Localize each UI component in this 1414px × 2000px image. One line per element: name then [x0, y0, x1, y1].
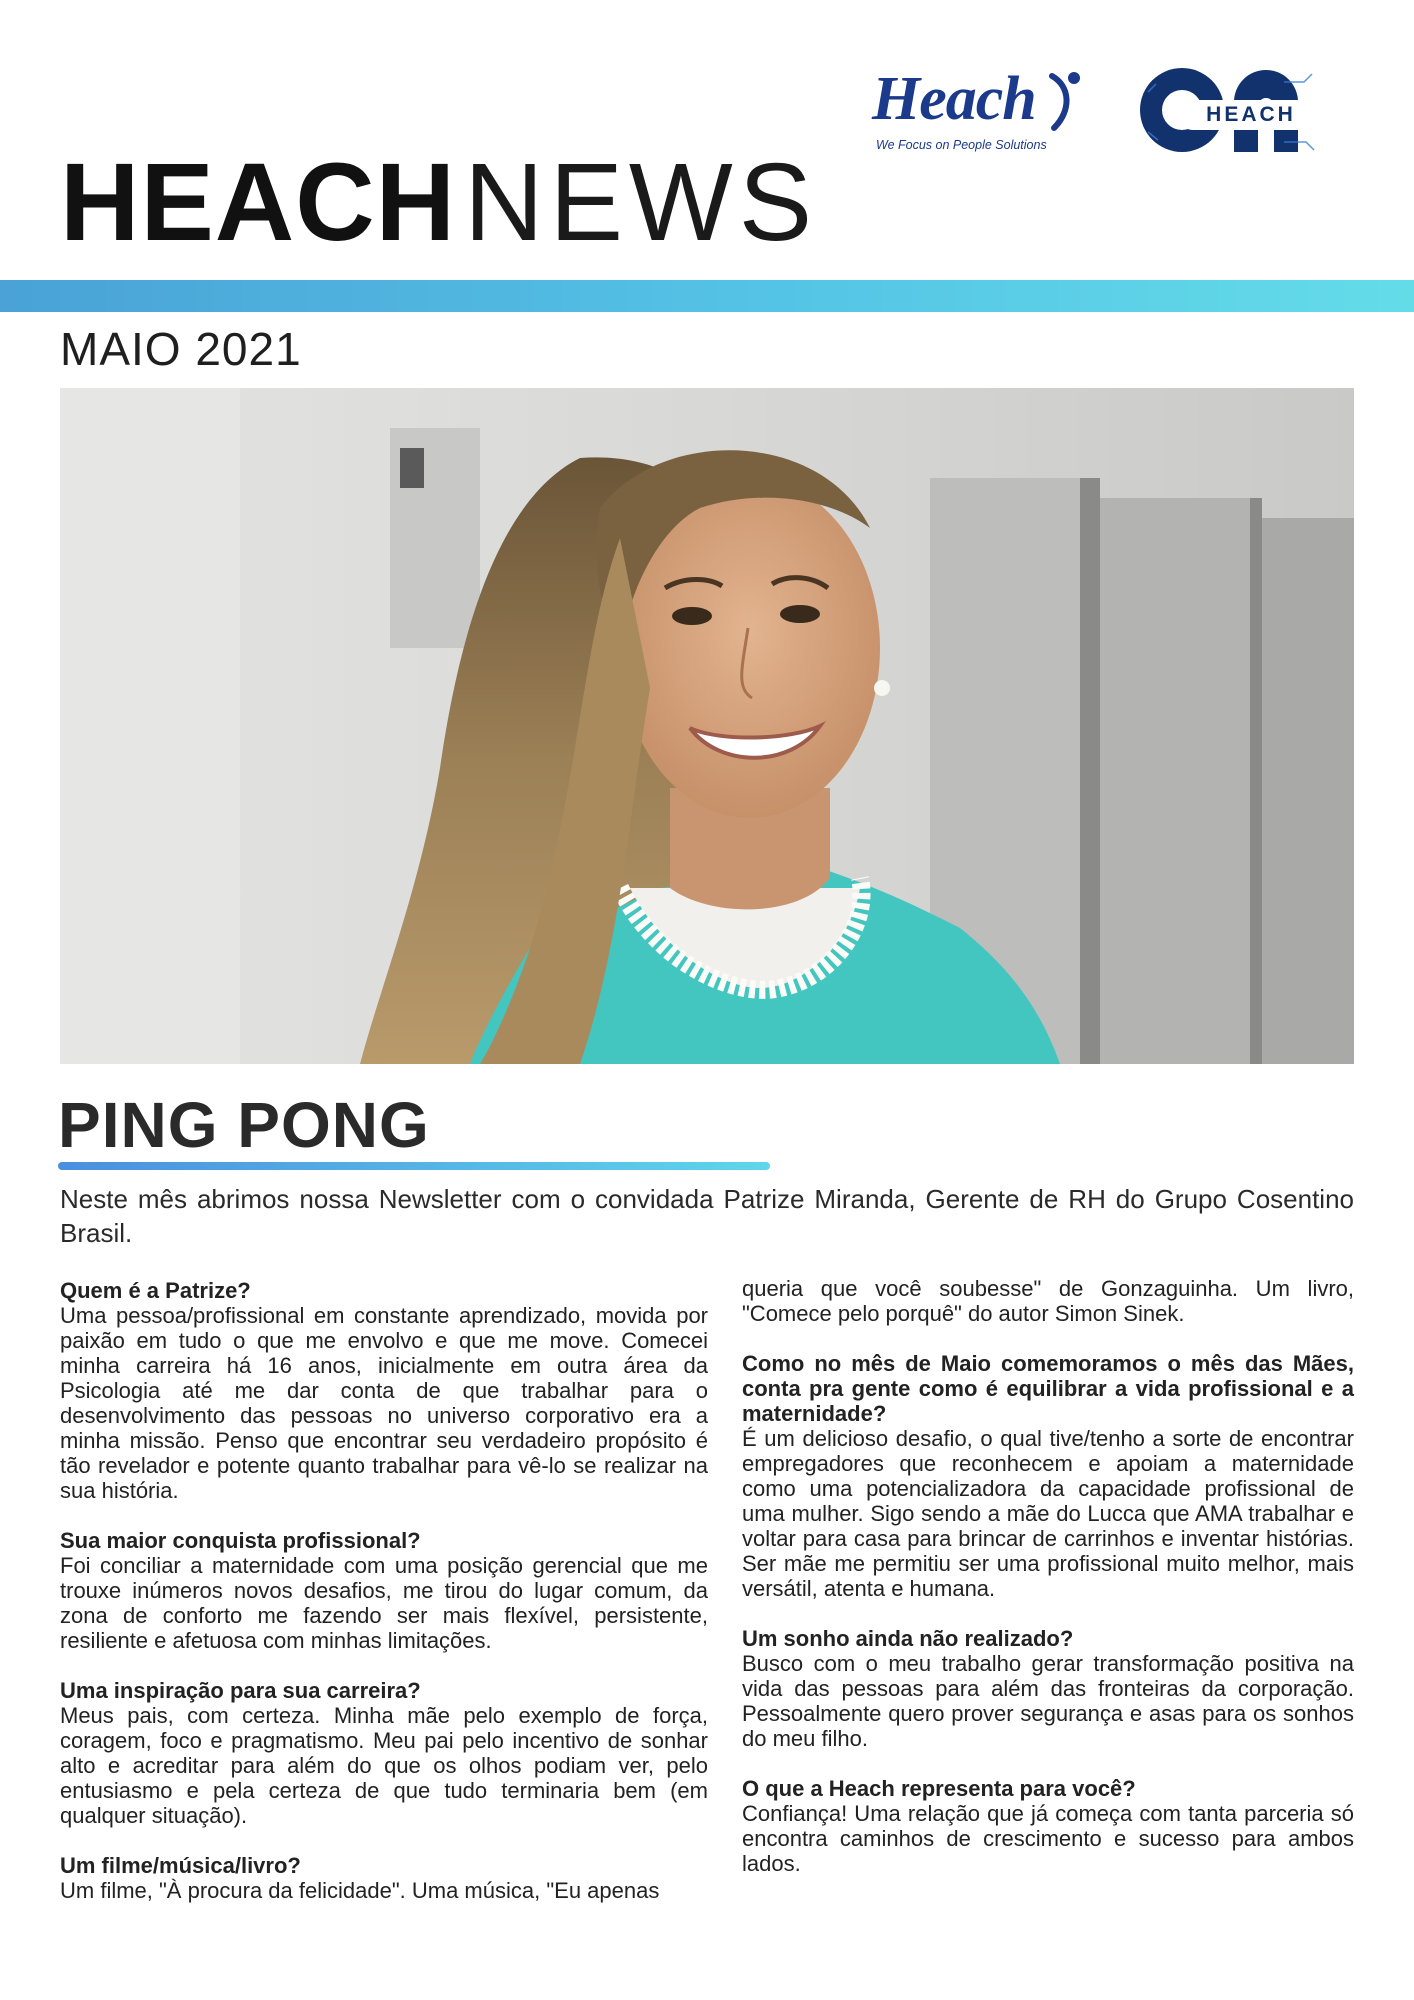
qa-item — [742, 1776, 1354, 1876]
section-intro: Neste mês abrimos nossa Newsletter com o convidada Patrize Miranda, Gerente de RH do Grupo Cosentino Brasil. — [60, 1184, 1354, 1248]
question: Quem é a Patrize? — [60, 1278, 251, 1303]
question: O que a Heach representa para você? — [742, 1776, 1136, 1801]
qa-item — [60, 1278, 708, 1503]
header-gradient-band — [0, 280, 1414, 312]
question: Um filme/música/livro? — [60, 1853, 301, 1878]
on-heach-badge: HEACH — [1178, 100, 1324, 130]
qa-item — [60, 1678, 708, 1828]
interview-right-column — [742, 1276, 1354, 1901]
portrait-photo — [60, 388, 1354, 1064]
answer: Uma pessoa/profissional em constante aprendizado, movida por paixão em tudo o que me envolvo e que me move. Comecei minha carreira há 16 anos, inicialmente em outra área da Psicologia até me dar conta de que trabalhar para o desenvolvimento das pessoas no universo corporativo era a minha missão. Penso que encontrar seu verdadeiro propósito é tão revelador e potente quanto trabalhar para vê-lo se realizar na sua história. — [60, 1303, 708, 1503]
newsletter-masthead — [60, 141, 819, 264]
answer: Um filme, "À procura da felicidade". Uma música, "Eu apenas — [60, 1878, 660, 1903]
answer: Busco com o meu trabalho gerar transformação positiva na vida das pessoas para além das fronteiras da corporação. Pessoalmente quero prover segurança e asas para os sonhos do meu filho. — [742, 1651, 1354, 1751]
interview-left-column — [60, 1278, 708, 1928]
header-logos — [872, 62, 1344, 162]
answer: Confiança! Uma relação que já começa com tanta parceria só encontra caminhos de crescimento e sucesso para ambos lados. — [742, 1801, 1354, 1876]
issue-date: MAIO 2021 — [60, 323, 302, 375]
heach-swoosh-icon — [1048, 70, 1082, 132]
section-title: PING PONG — [58, 1089, 430, 1161]
answer: É um delicioso desafio, o qual tive/tenho a sorte de encontrar empregadores que reconhecem e apoiam a maternidade como uma potencializadora da capacidade profissional de uma mulher. Sigo sendo a mãe do Lucca que AMA trabalhar e voltar para casa para brincar de carrinhos e inventar histórias. Ser mãe me permitiu ser uma profissional muito melhor, mais versátil, atenta e humana. — [742, 1426, 1354, 1601]
question: Sua maior conquista profissional? — [60, 1528, 421, 1553]
masthead-light-word: NEWS — [464, 141, 819, 264]
answer: Foi conciliar a maternidade com uma posição gerencial que me trouxe inúmeros novos desafios, me tirou do lugar comum, da zona de conforto me fazendo ser mais flexível, persistente, resiliente e afetuosa com minhas limitações. — [60, 1553, 708, 1653]
qa-item — [742, 1626, 1354, 1751]
on-heach-logo — [1134, 62, 1344, 162]
qa-item — [742, 1351, 1354, 1601]
heach-tagline: We Focus on People Solutions — [876, 138, 1047, 152]
masthead-bold-word: HEACH — [60, 141, 457, 264]
qa-item — [60, 1853, 708, 1903]
qa-item — [60, 1528, 708, 1653]
question: Um sonho ainda não realizado? — [742, 1626, 1074, 1651]
qa-item-continued — [742, 1276, 1354, 1326]
heach-logo — [872, 62, 1112, 162]
question: Como no mês de Maio comemoramos o mês das Mães, conta pra gente como é equilibrar a vida profissional e a maternidade? — [742, 1351, 1354, 1426]
heach-logo-word: Heach — [872, 65, 1036, 133]
portrait-illustration — [60, 388, 1354, 1064]
answer: Meus pais, com certeza. Minha mãe pelo exemplo de força, coragem, foco e pragmatismo. Meu pai pelo incentivo de sonhar alto e acreditar para além do que os olhos podiam ver, pelo entusiasmo e pela certeza de que tudo terminaria bem (em qualquer situação). — [60, 1703, 708, 1828]
section-underline — [58, 1162, 770, 1170]
question: Uma inspiração para sua carreira? — [60, 1678, 421, 1703]
answer-continued: queria que você soubesse" de Gonzaguinha. Um livro, "Comece pelo porquê" do autor Simon Sinek. — [742, 1276, 1354, 1326]
